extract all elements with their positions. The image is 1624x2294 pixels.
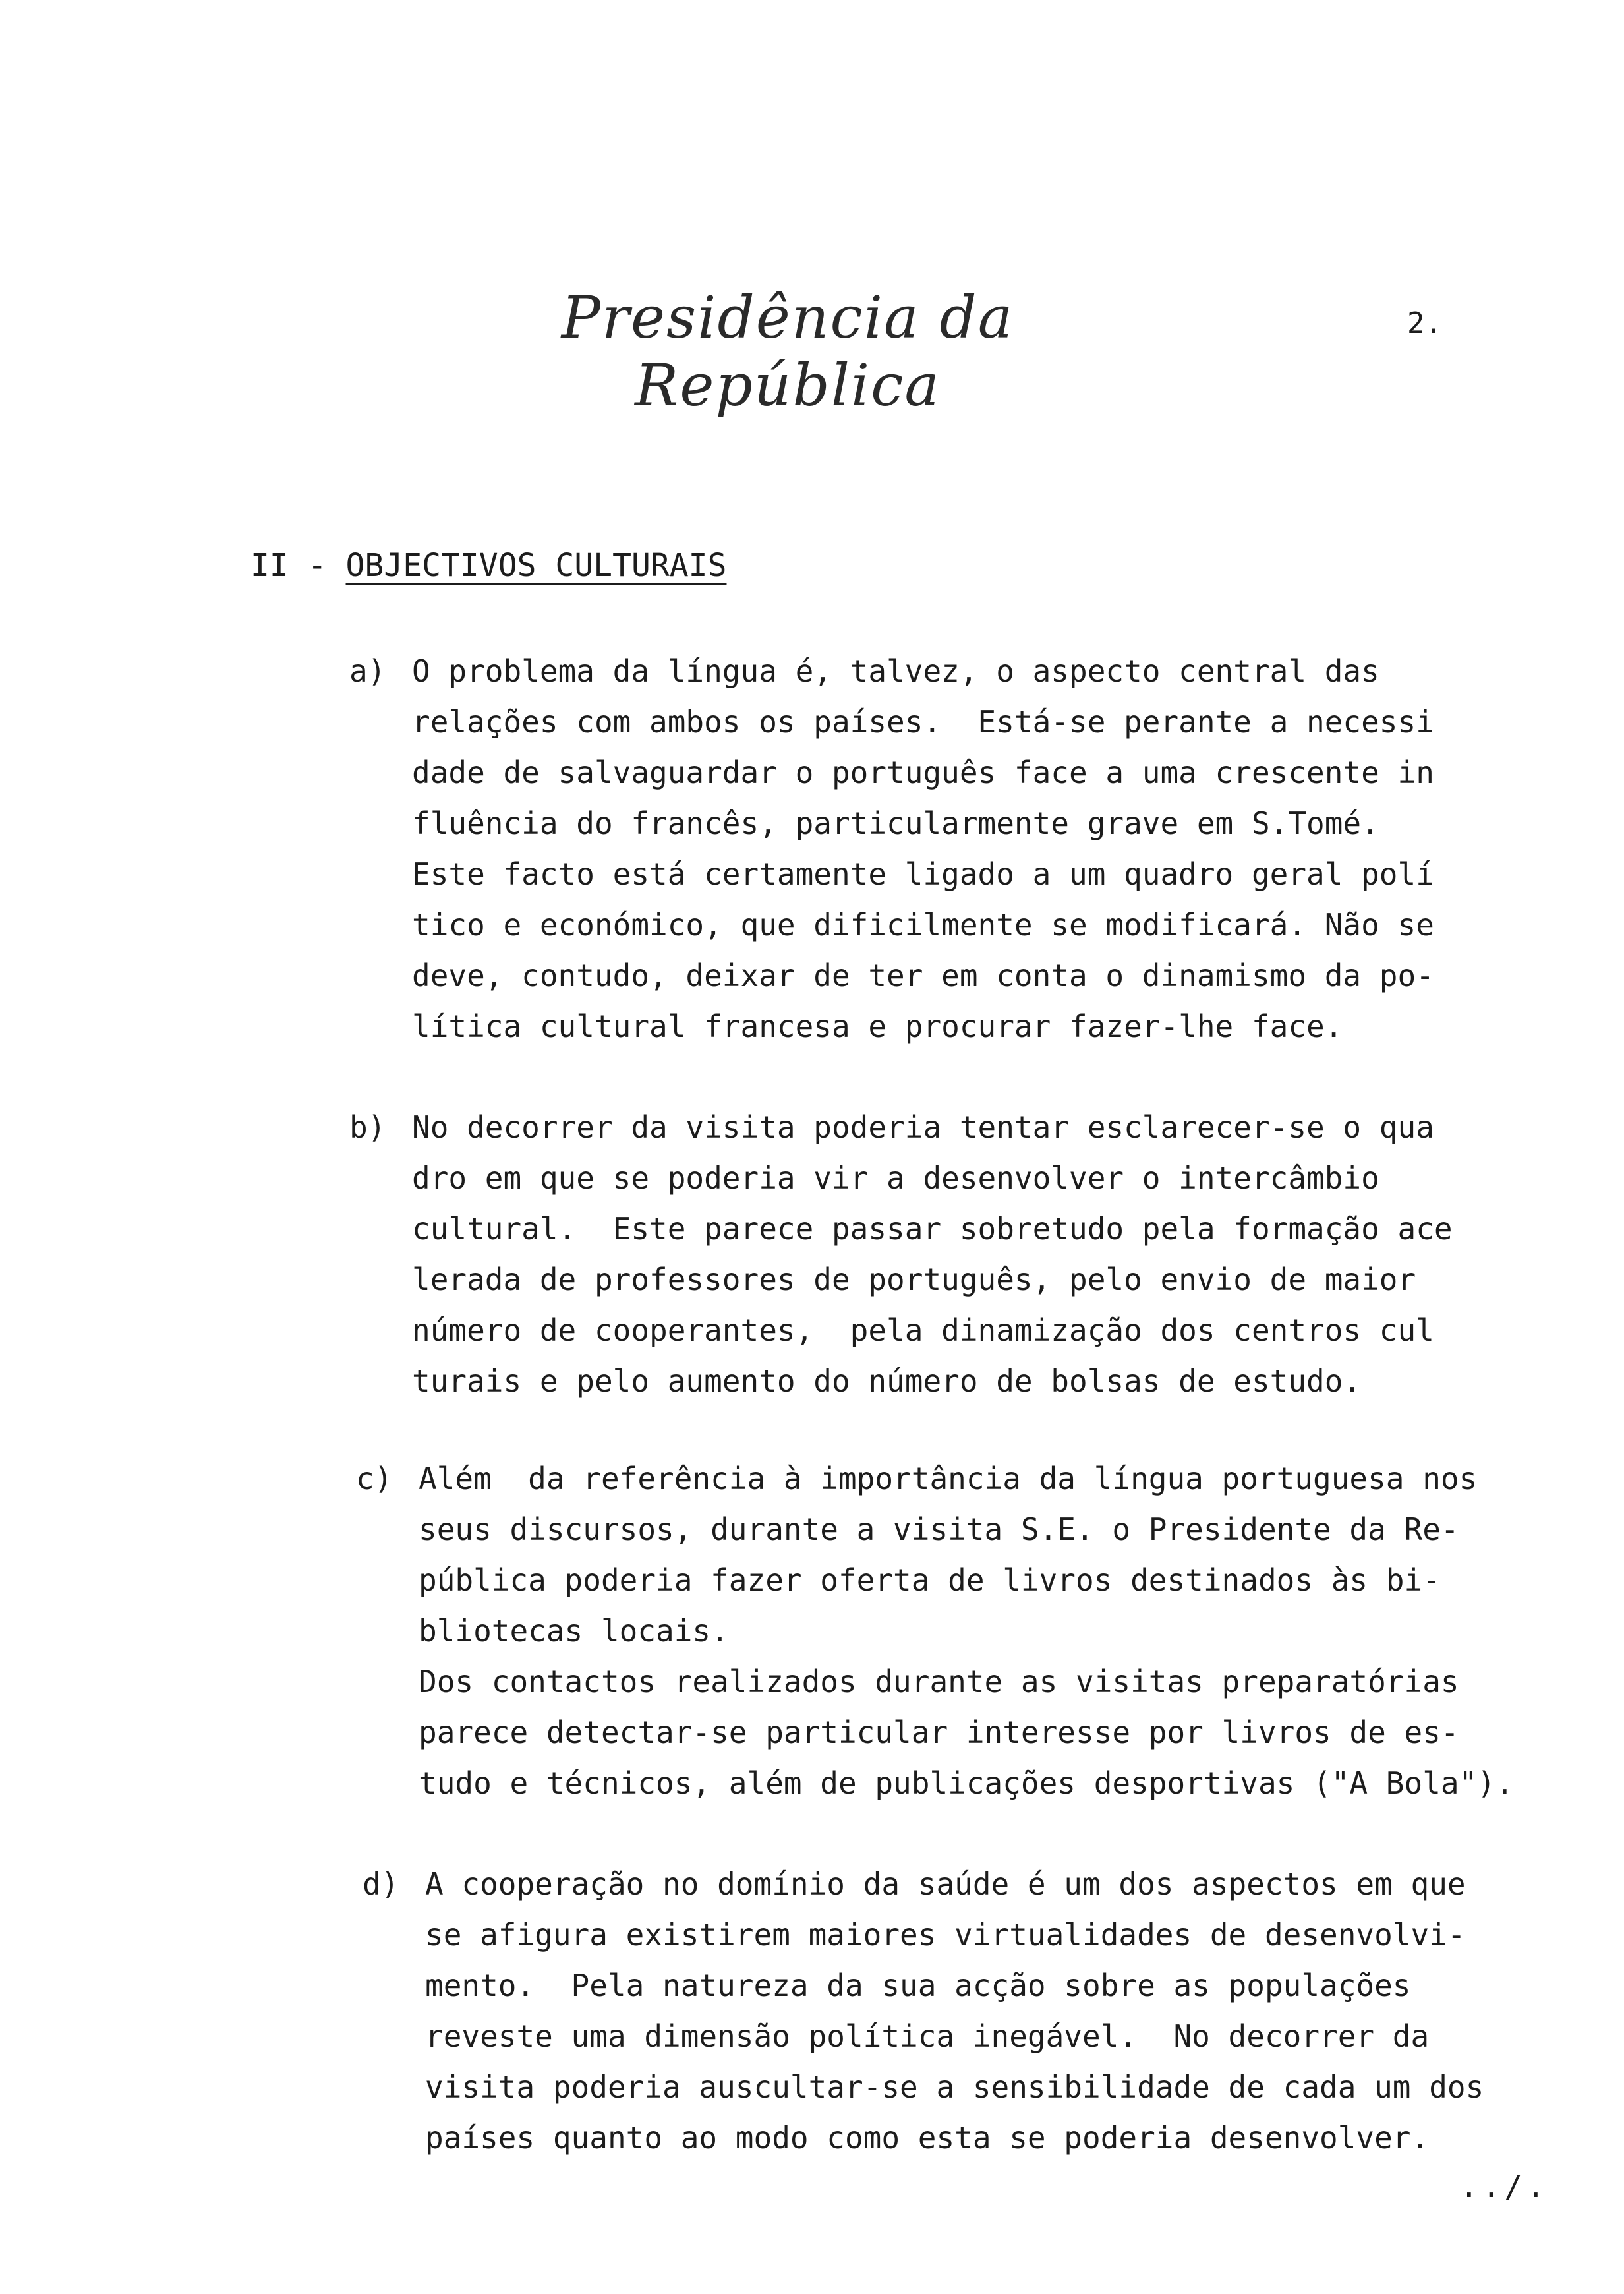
item-line: Este facto está certamente ligado a um quadro geral polí	[412, 856, 1434, 892]
item-line: parece detectar-se particular interesse por livros de es-	[419, 1715, 1459, 1750]
item-line: reveste uma dimensão política inegável. No decorrer da	[425, 2018, 1430, 2054]
page-number: 2.	[1407, 307, 1442, 340]
item-letter: d)	[362, 1866, 399, 1902]
item-line: visita poderia auscultar-se a sensibilidade de cada um dos	[425, 2069, 1484, 2105]
item-line: Além da referência à importância da língua portuguesa nos	[419, 1461, 1478, 1496]
item-d	[362, 1859, 1615, 2163]
item-line: dro em que se poderia vir a desenvolver o intercâmbio	[412, 1160, 1379, 1196]
item-line: A cooperação no domínio da saúde é um dos aspectos em que	[425, 1866, 1466, 1902]
item-line: dade de salvaguardar o português face a uma crescente in	[412, 755, 1434, 790]
item-line: pública poderia fazer oferta de livros destinados às bi-	[419, 1562, 1441, 1598]
item-line: seus discursos, durante a visita S.E. o Presidente da Re-	[419, 1512, 1459, 1547]
item-line: se afigura existirem maiores virtualidades de desenvolvi-	[425, 1917, 1466, 1953]
item-line: tudo e técnicos, além de publicações desportivas ("A Bola").	[419, 1765, 1514, 1801]
item-letter: a)	[349, 653, 386, 689]
item-letter: b)	[349, 1109, 386, 1145]
item-line: turais e pelo aumento do número de bolsas de estudo.	[412, 1363, 1362, 1399]
section-heading	[250, 547, 726, 584]
item-c	[356, 1454, 1608, 1809]
item-line: O problema da língua é, talvez, o aspecto central das	[412, 653, 1379, 689]
item-line: No decorrer da visita poderia tentar esclarecer-se o qua	[412, 1109, 1434, 1145]
item-line: mento. Pela natureza da sua acção sobre as populações	[425, 1968, 1411, 2003]
item-line: bliotecas locais.	[419, 1613, 729, 1649]
item-letter: c)	[356, 1461, 393, 1496]
section-numeral: II -	[250, 547, 346, 584]
letterhead	[0, 270, 1624, 419]
item-line: lítica cultural francesa e procurar fazer-lhe face.	[412, 1009, 1343, 1044]
item-line: fluência do francês, particularmente grave em S.Tomé.	[412, 806, 1379, 841]
item-line: lerada de professores de português, pelo envio de maior	[412, 1262, 1416, 1297]
item-line: Dos contactos realizados durante as visitas preparatórias	[419, 1664, 1459, 1699]
continuation-mark: ../.	[1460, 2169, 1549, 2204]
section-title: OBJECTIVOS CULTURAIS	[345, 547, 727, 584]
item-a	[349, 646, 1608, 1052]
item-line: número de cooperantes, pela dinamização dos centros cul	[412, 1312, 1434, 1348]
letterhead-title: Presidência da República	[561, 283, 1014, 419]
item-line: relações com ambos os países. Está-se perante a necessi	[412, 704, 1434, 740]
item-line: deve, contudo, deixar de ter em conta o dinamismo da po-	[412, 958, 1434, 993]
item-b	[349, 1102, 1602, 1407]
item-line: países quanto ao modo como esta se poderia desenvolver.	[425, 2120, 1430, 2156]
item-line: cultural. Este parece passar sobretudo pela formação ace	[412, 1211, 1453, 1247]
item-line: tico e económico, que dificilmente se modificará. Não se	[412, 907, 1434, 943]
